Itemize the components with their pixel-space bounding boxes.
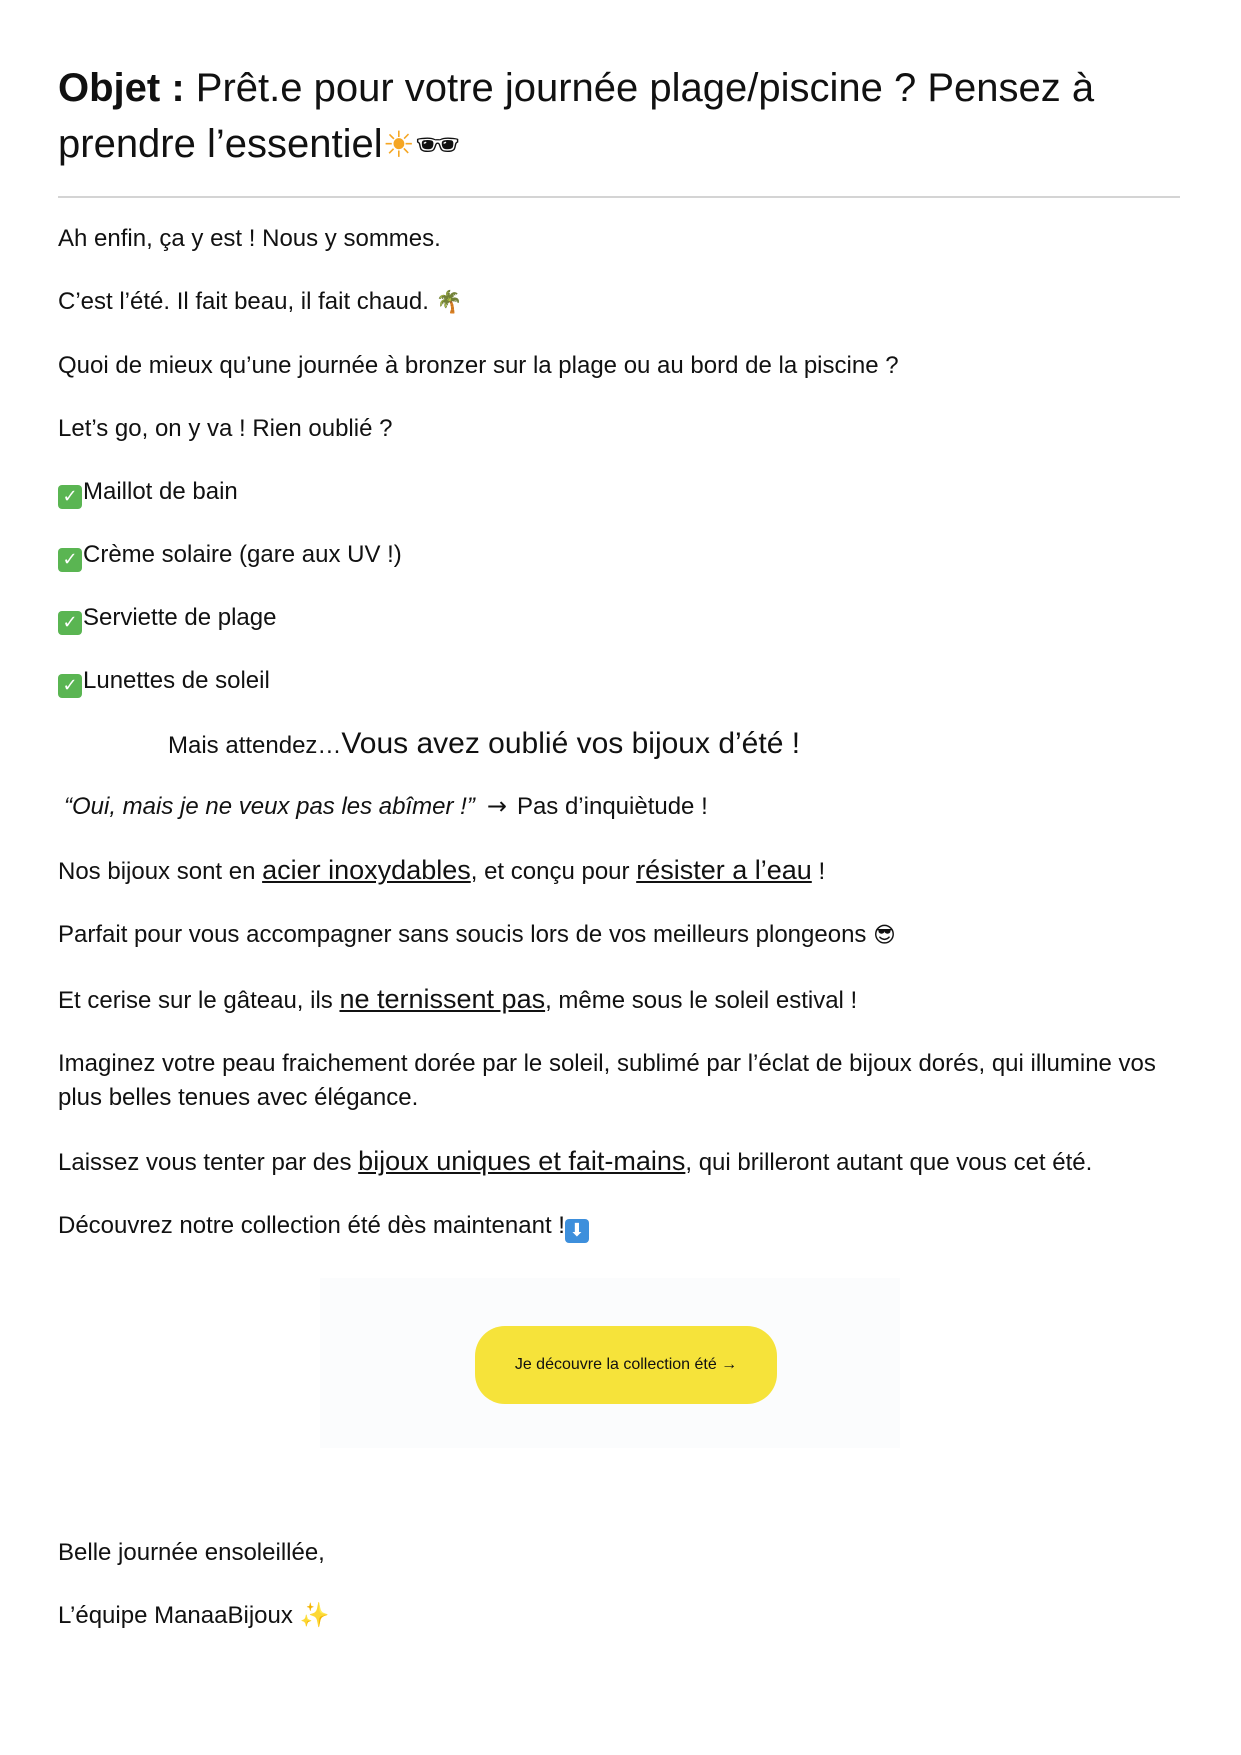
subject-divider [58, 196, 1180, 198]
intro-line [58, 222, 1180, 256]
steel-text-end: ! [811, 858, 826, 885]
tempt-text-start: Laissez vous tenter par des [58, 1149, 359, 1176]
lets-go-line [58, 412, 1180, 446]
steel-text-mid: , et conçu pour [470, 858, 637, 885]
team-name: L’équipe ManaaBijoux [58, 1602, 293, 1629]
dive-text: Parfait pour vous accompagner sans soucis lors de vos meilleurs plongeons [58, 921, 867, 948]
imagine-text: Imaginez votre peau fraichement dorée par le soleil, sublimé par l’éclat de bijoux dorés, qui illumine vos plus belles tenues avec élégance. [58, 1050, 1156, 1111]
sun-icon: ☀ [382, 125, 415, 166]
imagine-paragraph [58, 1047, 1180, 1115]
dive-line [58, 918, 1180, 953]
checklist-item-label: Lunettes de soleil [83, 667, 270, 694]
tempt-text-end: , qui brilleront autant que vous cet été. [685, 1149, 1093, 1176]
greeting-text: Belle journée ensoleillée, [58, 1539, 325, 1566]
palm-tree-icon: 🌴 [435, 290, 463, 315]
check-mark-icon: ✓ [58, 485, 82, 509]
steel-text-start: Nos bijoux sont en [58, 858, 263, 885]
steel-line [58, 853, 1180, 889]
customer-quote: “Oui, mais je ne veux pas les abîmer !” [64, 793, 475, 820]
team-line [58, 1598, 858, 1633]
sunglasses-face-icon: 😎 [873, 923, 896, 948]
question-line [58, 349, 1180, 383]
question-text: Quoi de mieux qu’une journée à bronzer sur la plage ou au bord de la piscine ? [58, 352, 899, 379]
quote-line [64, 789, 1180, 824]
greeting-line [58, 1536, 858, 1570]
no-worry-text: Pas d’inquiètude ! [516, 793, 708, 820]
wait-big-text: Vous avez oublié vos bijoux d’été ! [341, 727, 801, 760]
checklist-item-label: Crème solaire (gare aux UV !) [83, 541, 402, 568]
subject-label: Objet : [58, 66, 185, 110]
summer-text: C’est l’été. Il fait beau, il fait chaud. [58, 288, 429, 315]
discover-line [58, 1209, 1180, 1243]
sparkles-icon: ✨ [299, 1601, 330, 1629]
wait-small-text: Mais attendez… [168, 732, 342, 759]
subject-text: Prêt.e pour votre journée plage/piscine ? Pensez à prendre l’essentiel [58, 66, 1095, 166]
email-signoff [58, 1536, 858, 1661]
checklist-item [58, 475, 1180, 509]
discover-collection-button[interactable]: Je découvre la collection été → [475, 1326, 777, 1404]
no-tarnish-emphasis: ne ternissent pas [339, 984, 546, 1014]
email-subject [58, 60, 1180, 174]
checklist-item [58, 601, 1180, 635]
checklist-item-label: Serviette de plage [83, 604, 277, 631]
check-mark-icon: ✓ [58, 611, 82, 635]
checklist-item [58, 664, 1180, 698]
summer-line [58, 285, 1180, 320]
arrow-right-icon: → [486, 792, 507, 820]
cherry-line [58, 982, 1180, 1018]
wait-line [168, 727, 1180, 763]
tempt-line [58, 1144, 1180, 1180]
water-resistant-emphasis: résister a l’eau [636, 855, 812, 885]
sunglasses-icon: 🕶 [414, 125, 461, 166]
checklist-item-label: Maillot de bain [83, 478, 238, 505]
cherry-text-end: , même sous le soleil estival ! [545, 987, 858, 1014]
arrow-down-icon: ⬇ [565, 1219, 589, 1243]
intro-text: Ah enfin, ça y est ! Nous y sommes. [58, 225, 441, 252]
discover-text: Découvrez notre collection été dès maintenant ! [58, 1212, 565, 1239]
handmade-jewelry-emphasis: bijoux uniques et fait-mains [358, 1146, 686, 1176]
email-content [58, 60, 1180, 1272]
check-mark-icon: ✓ [58, 548, 82, 572]
cherry-text-start: Et cerise sur le gâteau, ils [58, 987, 340, 1014]
check-mark-icon: ✓ [58, 674, 82, 698]
lets-go-text: Let’s go, on y va ! Rien oublié ? [58, 415, 393, 442]
checklist-item [58, 538, 1180, 572]
stainless-steel-emphasis: acier inoxydables [262, 855, 471, 885]
